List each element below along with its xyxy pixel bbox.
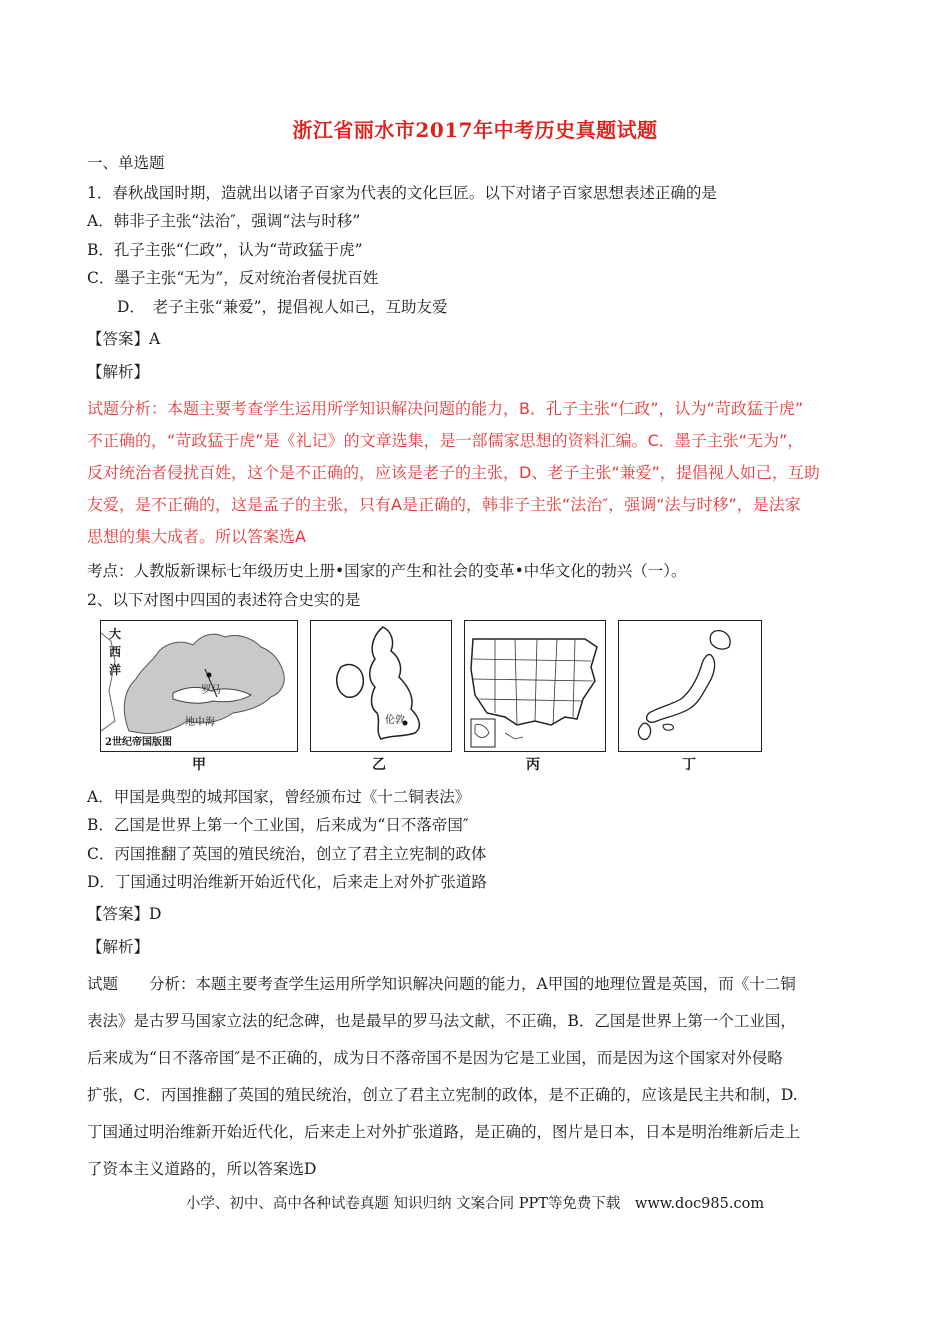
q2-option-b: B．乙国是世界上第一个工业国，后来成为“日不落帝国″ [87, 816, 469, 834]
q2-analysis-label: 【解析】 [87, 938, 150, 956]
q1-stem: 1．春秋战国时期，造就出以诸子百家为代表的文化巨匠。以下对诸子百家思想表述正确的是 [87, 184, 717, 202]
japan-map [619, 621, 761, 751]
map-jia-label-yang: 洋 [109, 663, 122, 677]
q2-analysis-line-4: 扩张，C．丙国推翻了英国的殖民统治，创立了君主立宪制的政体，是不正确的，应该是民主共和制，D. [87, 1086, 798, 1104]
q1-option-b: B．孔子主张“仁政”，认为“苛政猛于虎” [87, 241, 363, 259]
q2-option-c: C．丙国推翻了英国的殖民统治，创立了君主立宪制的政体 [87, 845, 487, 863]
map-caption-ding: 丁 [682, 757, 696, 773]
map-caption-jia: 甲 [192, 757, 206, 773]
q2-answer: 【答案】D [87, 905, 162, 923]
section-heading: 一、单选题 [87, 154, 165, 172]
q2-stem: 2、以下对图中四国的表述符合史实的是 [87, 591, 361, 609]
q1-analysis-line-1: 试题分析：本题主要考查学生运用所学知识解决问题的能力，B．孔子主张“仁政”，认为“苛政猛于虎” [87, 399, 804, 418]
q2-option-a: A．甲国是典型的城邦国家，曾经颁布过《十二铜表法》 [87, 788, 471, 806]
q1-analysis-line-5: 思想的集大成者。所以答案选A [87, 527, 306, 546]
usa-map [465, 621, 605, 751]
q1-analysis-label: 【解析】 [87, 363, 150, 381]
q1-analysis-line-2: 不正确的，“苛政猛于虎”是《礼记》的文章选集，是一部儒家思想的资料汇编。C．墨子主张“无为”， [87, 431, 804, 450]
map-jia-legend: 2世纪帝国版图 [105, 737, 172, 748]
q1-option-c: C．墨子主张“无为”，反对统治者侵扰百姓 [87, 269, 379, 287]
page-footer: 小学、初中、高中各种试卷真题 知识归纳 文案合同 PPT等免费下载 www.doc985.com [185, 1196, 765, 1212]
map-jia-label-da: 大 [109, 627, 122, 641]
map-caption-bing: 丙 [526, 757, 540, 773]
q2-option-d: D．丁国通过明治维新开始近代化，后来走上对外扩张道路 [87, 873, 487, 891]
q2-analysis-line-3: 后来成为“日不落帝国″是不正确的，成为日不落帝国不是因为它是工业国，而是因为这个国家对外侵略 [87, 1049, 783, 1067]
map-jia-label-xi: 西 [109, 645, 122, 659]
roman-empire-map [101, 621, 297, 751]
map-yi-label-london: 伦敦 [385, 715, 405, 726]
q2-analysis-line-2: 表法》是古罗马国家立法的纪念碑，也是最早的罗马法文献，不正确，B．乙国是世界上第一个工业国， [87, 1012, 796, 1030]
map-yi [310, 620, 452, 752]
q1-option-a: A．韩非子主张“法治″，强调“法与时移” [87, 212, 361, 230]
q1-option-d: D． 老子主张“兼爱”，提倡视人如己，互助友爱 [117, 298, 448, 316]
map-caption-yi: 乙 [372, 757, 386, 773]
q1-kaodian: 考点：人教版新课标七年级历史上册•国家的产生和社会的变革•中华文化的勃兴（一）。 [87, 562, 687, 580]
q2-analysis-line-6: 了资本主义道路的，所以答案选D [87, 1160, 317, 1178]
map-ding [618, 620, 762, 752]
q1-answer: 【答案】A [87, 330, 161, 348]
q1-analysis-line-4: 友爱，是不正确的，这是孟子的主张，只有A是正确的，韩非子主张“法治″，强调“法与时移”，是法家 [87, 495, 801, 514]
q2-analysis-line-5: 丁国通过明治维新开始近代化，后来走上对外扩张道路，是正确的，图片是日本，日本是明治维新后走上 [87, 1123, 801, 1141]
map-jia-label-mediterranean: 地中海 [185, 717, 215, 728]
map-jia-label-rome: 罗马 [201, 685, 221, 696]
q2-analysis-line-1: 试题 分析：本题主要考查学生运用所学知识解决问题的能力，A甲国的地理位置是英国，而《十二铜 [87, 975, 796, 993]
map-bing [464, 620, 606, 752]
map-jia [100, 620, 298, 752]
q1-analysis-line-3: 反对统治者侵扰百姓，这个是不正确的，应该是老子的主张，D、老子主张“兼爱”，提倡视人如己，互助 [87, 463, 820, 482]
page-title: 浙江省丽水市2017年中考历史真题试题 [292, 118, 658, 142]
britain-map [311, 621, 451, 751]
